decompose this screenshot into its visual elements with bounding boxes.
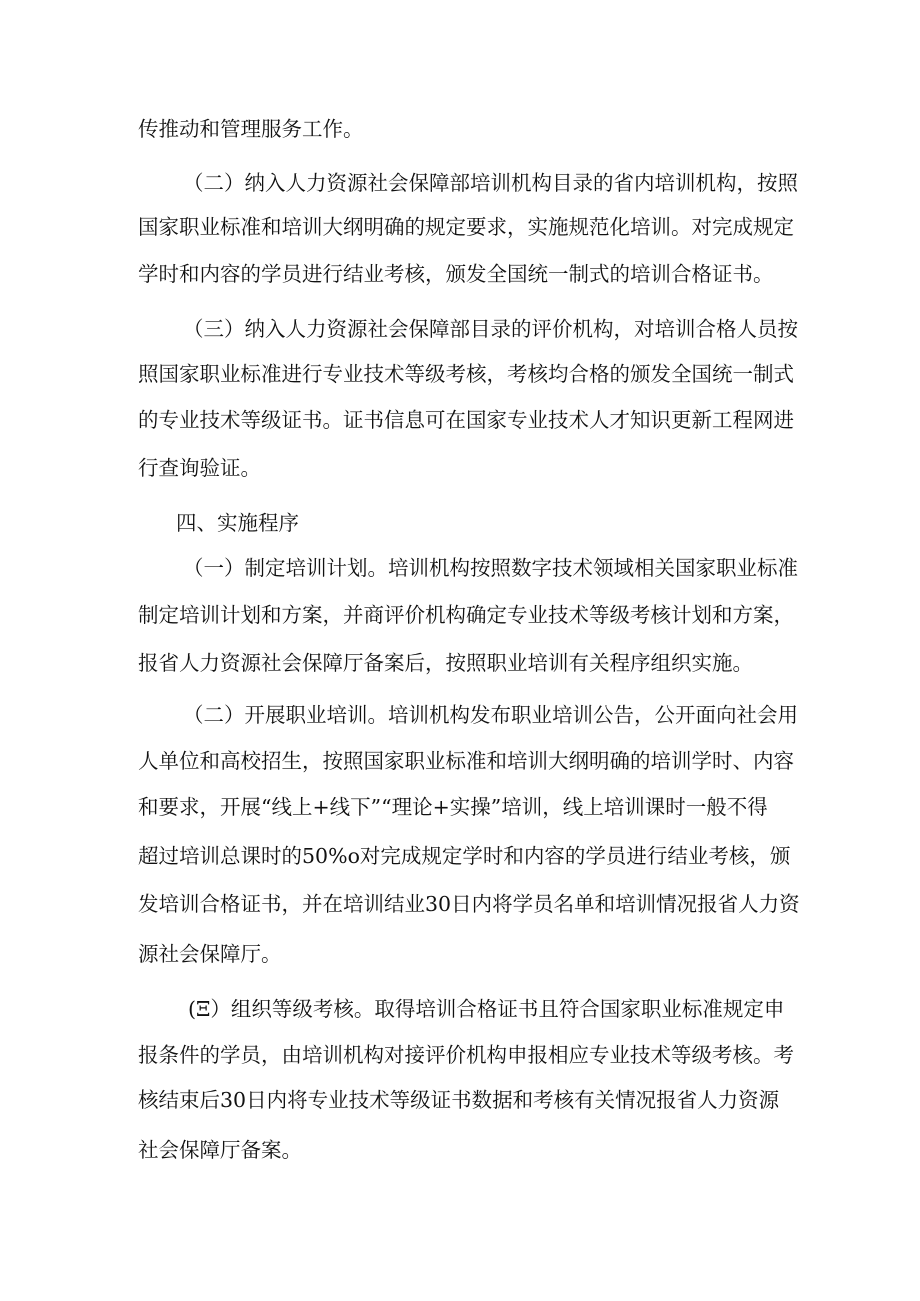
text-line: 的专业技术等级证书。证书信息可在国家专业技术人才知识更新工程网进 [138,408,794,432]
text-line: 国家职业标准和培训大纲明确的规定要求，实施规范化培训。对完成规定 [138,215,794,239]
text-line: 报省人力资源社会保障厅备案后，按照职业培训有关程序组织实施。 [138,651,753,675]
text-line: 报条件的学员，由培训机构对接评价机构申报相应专业技术等级考核。考 [138,1043,794,1067]
text-line: 人单位和高校招生，按照国家职业标准和培训大纲明确的培训学时、内容 [138,749,794,773]
text-line: 发培训合格证书，并在培训结业30日内将学员名单和培训情况报省人力资 [138,892,800,916]
paragraph-line: （二）开展职业培训。培训机构发布职业培训公告，公开面向社会用 [183,703,798,727]
section-heading: 四、实施程序 [176,511,299,535]
text-line: 学时和内容的学员进行结业考核，颁发全国统一制式的培训合格证书。 [138,262,774,286]
text-line: 行查询验证。 [138,456,261,480]
text-line: 超过培训总课时的50%o对完成规定学时和内容的学员进行结业考核，颁 [138,844,791,868]
text-line: 社会保障厅备案。 [138,1138,302,1162]
text-line: 传推动和管理服务工作。 [138,117,364,141]
paragraph-line: (Ξ）组织等级考核。取得培训合格证书且符合国家职业标准规定申 [188,997,785,1021]
text-line: 源社会保障厅。 [138,942,282,966]
paragraph-line: （二）纳入人力资源社会保障部培训机构目录的省内培训机构，按照 [183,171,798,195]
text-line: 制定培训计划和方案，并商评价机构确定专业技术等级考核计划和方案， [138,603,794,627]
text-line: 核结束后30日内将专业技术等级证书数据和考核有关情况报省人力资源 [138,1088,780,1112]
text-line: 照国家职业标准进行专业技术等级考核，考核均合格的颁发全国统一制式 [138,362,794,386]
paragraph-line: （一）制定培训计划。培训机构按照数字技术领域相关国家职业标准 [183,556,798,580]
paragraph-line: （三）纳入人力资源社会保障部目录的评价机构，对培训合格人员按 [183,317,798,341]
text-line: 和要求，开展“线上+线下”“理论+实操”培训，线上培训课时一般不得 [138,795,768,819]
